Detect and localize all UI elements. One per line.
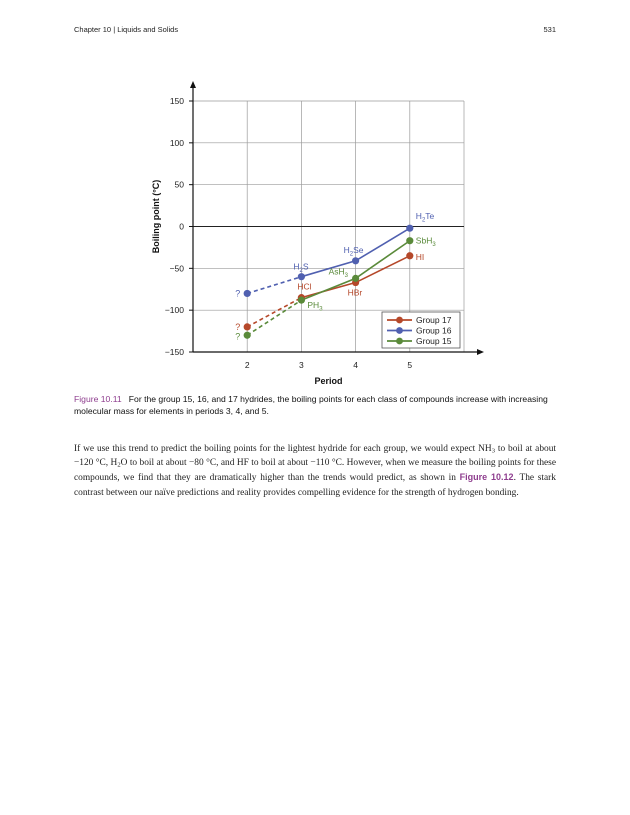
page-header <box>74 25 556 37</box>
boiling-point-chart <box>140 80 500 390</box>
chapter-title: Chapter 10 | Liquids and Solids <box>74 25 179 34</box>
group-16-data-point <box>352 257 359 264</box>
y-tick-label: 100 <box>169 137 184 148</box>
figure-caption <box>74 394 556 417</box>
x-axis-title: Period <box>314 376 343 386</box>
group-15-data-point <box>352 275 359 282</box>
x-tick-label: 3 <box>299 360 304 370</box>
group-17-unknown-marker: ? <box>235 321 241 332</box>
y-tick-label: 50 <box>174 179 184 190</box>
group-17-point-label: HI <box>415 251 425 262</box>
group-16-predicted-point <box>244 290 251 297</box>
group-16-point-label: $H_2S$ <box>293 261 309 275</box>
group-16-data-point <box>406 225 413 232</box>
x-tick-label: 2 <box>244 360 250 370</box>
group-15-legend-label: Group 15 <box>416 336 452 346</box>
body-paragraph <box>74 442 556 500</box>
y-tick-label: 0 <box>179 221 184 232</box>
y-tick-label: −50 <box>169 263 184 274</box>
group-17-legend-label: Group 17 <box>416 315 452 325</box>
paragraph-text-1: If we use this trend to predict the boiling points for the lightest hydride for each group, we would expect NH <box>74 444 492 454</box>
paragraph-text-4: . The stark contrast between our naïve predictions and reality provides compelling evidence for the strength of hydrogen bonding. <box>74 473 556 498</box>
group-17-point-label: HBr <box>347 287 363 298</box>
group-16-point-label: $H_2Te$ <box>415 211 435 224</box>
x-tick-label: 5 <box>407 360 413 370</box>
group-15-point-label: SbH$_3$ <box>415 235 436 249</box>
group-15-point-label: AsH$_3$ <box>328 266 349 279</box>
y-axis-title: Boiling point (°C) <box>151 179 161 254</box>
figure-label: Figure 10.11 <box>74 394 122 404</box>
y-axis-arrow-icon <box>190 81 196 88</box>
group-17-predicted-point <box>244 323 251 330</box>
h2o-subscript: 2 <box>117 461 121 469</box>
group-16-legend-label: Group 16 <box>416 325 452 336</box>
x-axis-arrow-icon <box>477 349 484 355</box>
page-number: 531 <box>543 25 556 34</box>
group-16-predicted-line <box>247 277 301 294</box>
group-16-unknown-marker: ? <box>235 288 241 299</box>
y-tick-label: −100 <box>164 305 184 316</box>
group-17-predicted-line <box>247 298 301 327</box>
group-17-data-point <box>406 252 413 259</box>
y-tick-label: 150 <box>169 96 184 106</box>
group-16-legend-marker <box>396 327 403 334</box>
paragraph-text-2: to boil at about −120 °C, H <box>74 444 556 469</box>
group-15-predicted-point <box>244 332 251 339</box>
group-17-point-label: HCl <box>297 281 312 292</box>
group-16-point-label: $H_2Se$ <box>343 244 364 258</box>
x-tick-label: 4 <box>353 360 358 370</box>
figure-10-12-link[interactable]: Figure 10.12 <box>459 472 514 483</box>
group-15-legend-marker <box>396 338 403 345</box>
group-17-legend-marker <box>396 317 403 324</box>
group-15-unknown-marker: ? <box>235 331 241 342</box>
group-15-data-point <box>406 237 413 244</box>
y-tick-label: −150 <box>164 347 184 357</box>
paragraph-text-3: O to boil at about −80 °C, and HF to boil at about −110 °C. However, when we measure the boiling points for these compounds, we find that they are dramatically higher than the trends would predict, as shown in <box>74 458 556 484</box>
group-15-predicted-line <box>247 300 301 335</box>
caption-text: For the group 15, 16, and 17 hydrides, the boiling points for each class of compounds increase with increasing molecular mass for elements in periods 3, 4, and 5. <box>74 394 548 416</box>
group-15-point-label: $PH_3$ <box>307 300 323 313</box>
nh3-subscript: 3 <box>491 447 495 455</box>
group-15-data-point <box>298 297 305 304</box>
